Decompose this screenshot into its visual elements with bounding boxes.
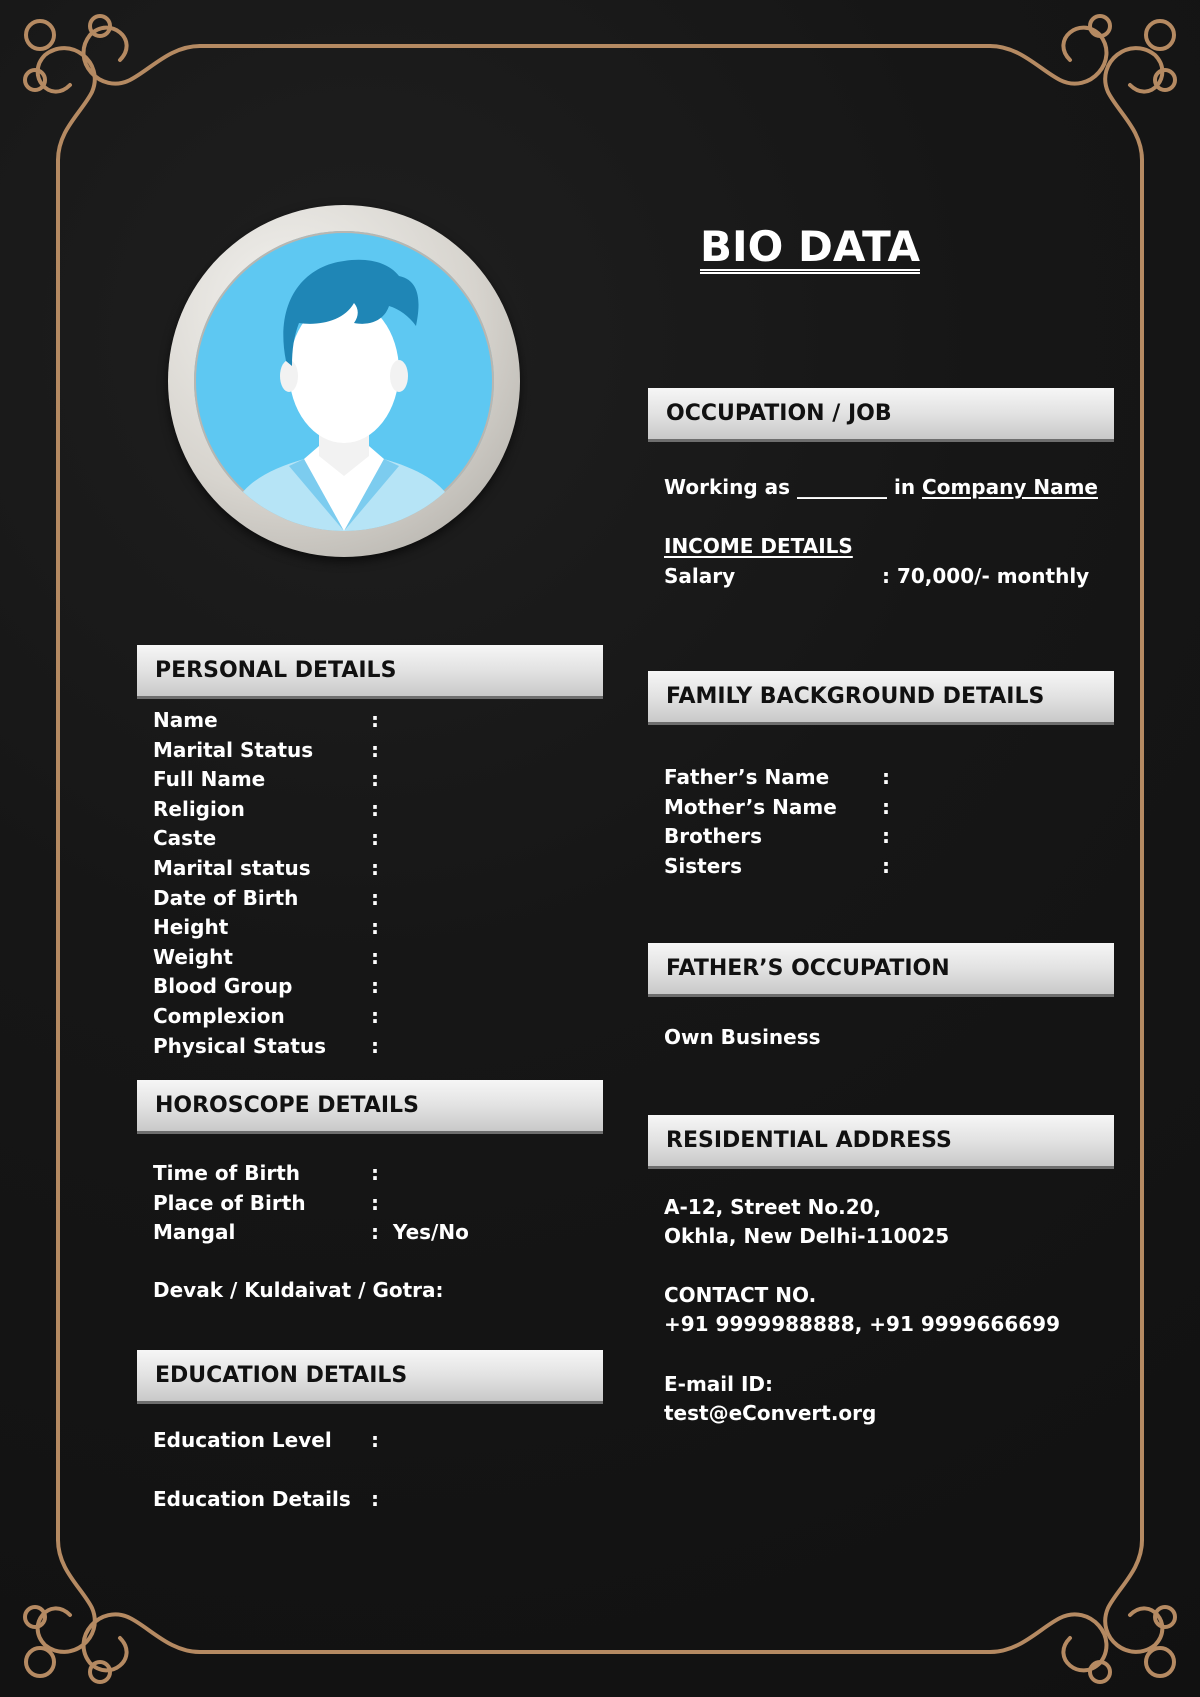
contact-numbers: +91 9999988888, +91 9999666699 — [664, 1312, 1060, 1336]
personal-field-value[interactable]: : — [371, 944, 379, 969]
father-occupation-heading: FATHER’S OCCUPATION — [648, 943, 1114, 997]
personal-field-value[interactable]: : — [371, 1033, 379, 1058]
horoscope-field-value[interactable]: : — [371, 1190, 379, 1215]
family-field-value[interactable]: : — [882, 765, 890, 789]
education-field-value[interactable]: : — [371, 1487, 379, 1511]
personal-field-label: Complexion — [153, 1004, 285, 1028]
income-details-heading: INCOME DETAILS — [664, 534, 853, 558]
personal-field-value[interactable]: : — [371, 974, 379, 999]
personal-field-value[interactable]: : — [371, 915, 379, 940]
horoscope-field-label: Place of Birth — [153, 1190, 306, 1215]
horoscope-field-label: Time of Birth — [153, 1161, 301, 1185]
horoscope-field-label: Mangal — [153, 1220, 236, 1245]
personal-field-value[interactable]: : — [371, 1004, 379, 1028]
personal-field-value[interactable]: : — [371, 708, 379, 732]
personal-field-label: Full Name — [153, 767, 266, 792]
working-as-label: Working as — [664, 475, 791, 499]
salary-label: Salary — [664, 564, 736, 588]
email-value[interactable]: test@eConvert.org — [664, 1401, 877, 1425]
education-field-value[interactable]: : — [371, 1428, 379, 1452]
horoscope-details-heading: HOROSCOPE DETAILS — [137, 1080, 603, 1134]
horoscope-field-value[interactable]: : — [371, 1161, 379, 1185]
personal-field-value[interactable]: : — [371, 826, 379, 851]
personal-field-label: Religion — [153, 796, 245, 821]
family-background-heading: FAMILY BACKGROUND DETAILS — [648, 671, 1114, 725]
gotra-label: Devak / Kuldaivat / Gotra: — [153, 1278, 444, 1302]
personal-field-label: Height — [153, 915, 229, 940]
education-details-heading: EDUCATION DETAILS — [137, 1350, 603, 1404]
occupation-heading: OCCUPATION / JOB — [648, 388, 1114, 442]
profile-photo-frame[interactable] — [168, 205, 520, 557]
working-as-line — [664, 475, 1098, 499]
contact-heading: CONTACT NO. — [664, 1283, 817, 1307]
personal-field-value[interactable]: : — [371, 737, 379, 762]
residential-address-heading: RESIDENTIAL ADDRESS — [648, 1115, 1114, 1169]
education-field-label: Education Level — [153, 1428, 332, 1452]
father-occupation-value: Own Business — [664, 1025, 821, 1049]
family-field-value[interactable]: : — [882, 794, 890, 819]
family-field-label: Sisters — [664, 853, 743, 878]
personal-field-label: Name — [153, 708, 218, 732]
address-line-1: A-12, Street No.20, — [664, 1195, 882, 1219]
family-field-value[interactable]: : — [882, 824, 890, 849]
personal-field-label: Marital Status — [153, 737, 314, 762]
page-title: BIO DATA — [700, 222, 920, 271]
personal-field-label: Caste — [153, 826, 217, 851]
family-field-value[interactable]: : — [882, 853, 890, 878]
personal-field-label: Weight — [153, 944, 233, 969]
avatar-placeholder-icon — [194, 231, 494, 531]
personal-field-label: Physical Status — [153, 1033, 327, 1058]
personal-field-label: Date of Birth — [153, 885, 299, 910]
job-title-blank[interactable]: _________ — [797, 475, 887, 499]
education-field-label: Education Details — [153, 1487, 351, 1511]
family-field-label: Brothers — [664, 824, 762, 849]
personal-details-heading: PERSONAL DETAILS — [137, 645, 603, 699]
horoscope-field-value[interactable]: : Yes/No — [371, 1220, 469, 1245]
address-line-2: Okhla, New Delhi-110025 — [664, 1224, 950, 1248]
personal-field-value[interactable]: : — [371, 885, 379, 910]
working-in-label: in — [893, 475, 916, 499]
family-field-label: Mother’s Name — [664, 794, 837, 819]
personal-field-value[interactable]: : — [371, 767, 379, 792]
personal-field-value[interactable]: : — [371, 856, 379, 880]
salary-value: : 70,000/- monthly — [882, 564, 1090, 588]
family-field-label: Father’s Name — [664, 765, 830, 789]
email-heading: E-mail ID: — [664, 1372, 774, 1396]
personal-field-value[interactable]: : — [371, 796, 379, 821]
personal-field-label: Blood Group — [153, 974, 293, 999]
personal-field-label: Marital status — [153, 856, 311, 880]
company-name: Company Name — [922, 475, 1098, 499]
